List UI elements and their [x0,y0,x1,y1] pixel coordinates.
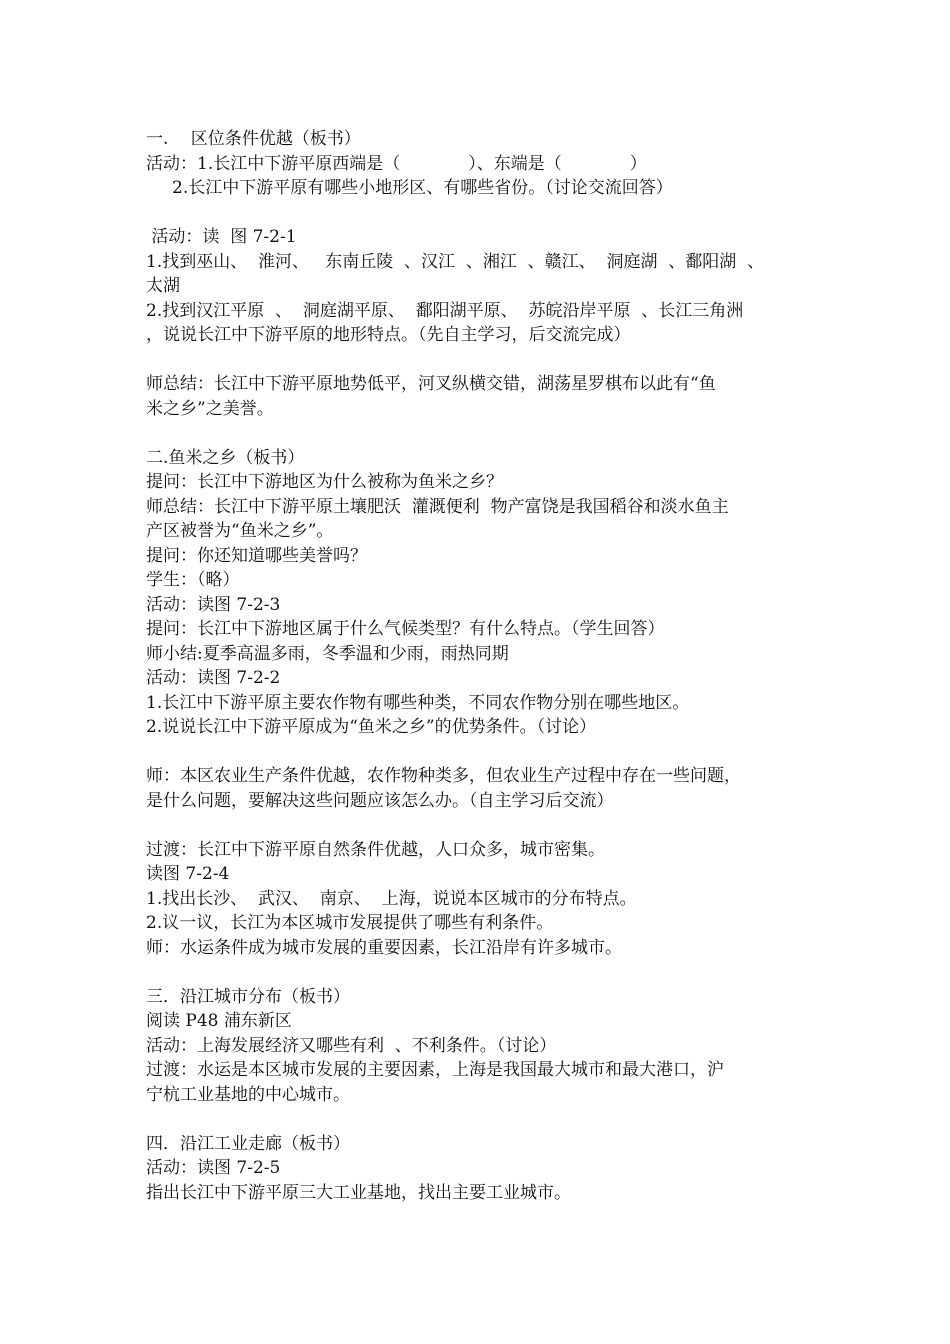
blank-line [146,960,836,985]
text-line: 学生：（略） [146,570,240,590]
text-line: 过渡：长江中下游平原自然条件优越，人口众多，城市密集。 [146,839,605,860]
text-line: 师总结：长江中下游平原地势低平，河叉纵横交错，湖荡星罗棋布以此有“鱼 [146,374,716,394]
text-line: 师：水运条件成为城市发展的重要因素，长江沿岸有许多城市。 [146,937,622,958]
text-line: 活动：1.长江中下游平原西端是（ ）、东端是（ ） [146,153,647,174]
text-line: 过渡：水运是本区城市发展的主要因素，上海是我国最大城市和最大港口，沪 [146,1060,724,1080]
blank-line [146,348,836,373]
text-line: 提问：长江中下游地区属于什么气候类型？有什么特点。（学生回答） [146,619,665,639]
text-line: 2.找到汉江平原 、 洞庭湖平原、 鄱阳湖平原、 苏皖沿岸平原 、长江三角洲 [146,300,744,321]
blank-line [146,421,836,446]
blank-line [146,1107,836,1132]
text-line: 太湖 [146,276,180,296]
text-line: 读图 7-2-4 [146,864,230,884]
text-line: 1.找到巫山、 淮河、 东南丘陵 、汉江 、湘江 、赣江、 洞庭湖 、鄱阳湖 、 [146,251,765,272]
section-heading-4: 四．沿江工业走廊（板书） [146,1133,350,1154]
text-line: 提问：长江中下游地区为什么被称为鱼米之乡？ [146,472,503,492]
blank-line [146,740,836,765]
text-line: 指出长江中下游平原三大工业基地，找出主要工业城市。 [146,1182,571,1203]
text-line: 是什么问题，要解决这些问题应该怎么办。（自主学习后交流） [146,790,614,811]
text-line: 师小结:夏季高温多雨，冬季温和少雨，雨热同期 [146,643,509,664]
text-line: ，说说长江中下游平原的地形特点。（先自主学习，后交流完成） [146,325,631,345]
section-heading-3: 三．沿江城市分布（板书） [146,986,350,1007]
section-heading-1: 一. 区位条件优越（板书） [146,129,361,149]
text-line: 产区被誉为“鱼米之乡”。 [146,521,334,541]
text-line: 1.长江中下游平原主要农作物有哪些种类，不同农作物分别在哪些地区。 [146,692,690,713]
text-line: 米之乡”之美誉。 [146,398,274,419]
text-line: 活动：读图 7-2-2 [146,668,281,688]
text-line: 2.议一议，长江为本区城市发展提供了哪些有利条件。 [146,913,554,933]
text-line: 活动：上海发展经济又哪些有利 、不利条件。（讨论） [146,1035,557,1056]
text-line: 师总结：长江中下游平原土壤肥沃 灌溉便利 物产富饶是我国稻谷和淡水鱼主 [146,496,729,517]
text-line: 师：本区农业生产条件优越，农作物种类多，但农业生产过程中存在一些问题， [146,766,741,786]
text-line: 活动：读 图 7-2-1 [146,227,297,247]
section-heading-2: 二.鱼米之乡（板书） [146,447,305,468]
blank-line [146,813,836,838]
text-line: 活动：读图 7-2-3 [146,594,281,615]
text-line: 2.长江中下游平原有哪些小地形区、有哪些省份。（讨论交流回答） [172,178,673,198]
text-line: 1.找出长沙、 武汉、 南京、 上海，说说本区城市的分布特点。 [146,888,637,909]
blank-line [146,201,836,226]
text-line: 活动：读图 7-2-5 [146,1158,281,1178]
document-body [146,127,836,1205]
text-line: 宁杭工业基地的中心城市。 [146,1084,350,1105]
text-line: 2.说说长江中下游平原成为“鱼米之乡”的优势条件。（讨论） [146,717,597,737]
text-line: 阅读 P48 浦东新区 [146,1011,292,1031]
text-line: 提问：你还知道哪些美誉吗？ [146,545,367,566]
